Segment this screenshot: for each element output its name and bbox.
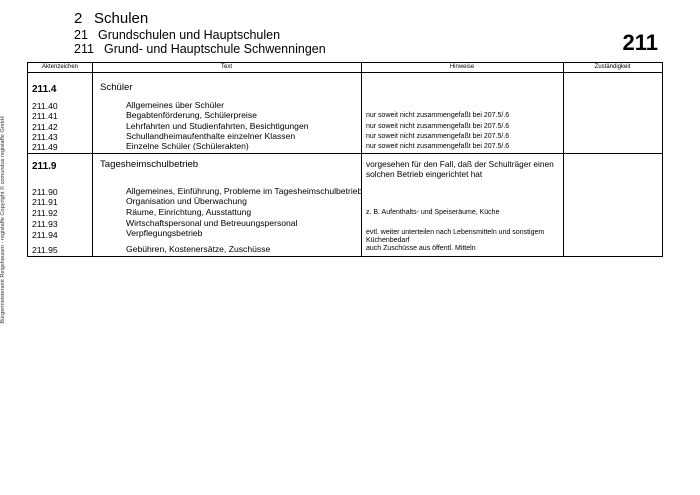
row-text: Einzelne Schüler (Schülerakten) (126, 141, 249, 151)
heading-level-3-title: Grund- und Hauptschule Schwenningen (104, 42, 326, 56)
heading-level-2 (74, 28, 280, 42)
column-header-text: Text (220, 64, 232, 70)
heading-level-3 (74, 42, 326, 56)
row-hint-continued: Küchenbedarf (366, 237, 410, 244)
row-code: 211.43 (32, 132, 58, 142)
section-hint: solchen Betrieb eingerichtet hat (366, 169, 483, 179)
row-hint: nur soweit nicht zusammengefaßt bei 207.5/.6 (366, 133, 510, 140)
page-number: 211 (622, 30, 658, 55)
heading-level-2-number: 21 (74, 28, 88, 42)
row-hint: z. B. Aufenthalts- und Speiseräume, Küche (366, 209, 500, 216)
row-hint: evtl. weiter unterteilen nach Lebensmitteln und sonstigem (366, 229, 545, 236)
section-hint: vorgesehen für den Fall, daß der Schulträger einen (366, 159, 554, 169)
row-text: Gebühren, Kostenersätze, Zuschüsse (126, 244, 271, 254)
section-title: Schüler (100, 82, 133, 93)
heading-level-1-number: 2 (74, 10, 83, 27)
row-code: 211.91 (32, 197, 58, 207)
row-code: 211.93 (32, 219, 58, 229)
copyright-note: Bürgermeisteramt Reigshausen - registaffe Copyright © comundus registaffe GmbH (0, 116, 6, 324)
row-code: 211.92 (32, 208, 58, 218)
section-code: 211.4 (32, 84, 57, 95)
section-title: Tagesheimschulbetrieb (100, 159, 199, 170)
section-divider (28, 153, 662, 154)
heading-level-1-title: Schulen (94, 10, 149, 27)
header-divider (28, 72, 662, 73)
row-text: Allgemeines über Schüler (126, 100, 224, 110)
row-hint: nur soweit nicht zusammengefaßt bei 207.5/.6 (366, 143, 510, 150)
row-code: 211.42 (32, 122, 58, 132)
row-code: 211.40 (32, 101, 58, 111)
heading-level-3-number: 211 (74, 42, 94, 56)
heading-level-2-title: Grundschulen und Hauptschulen (98, 28, 281, 42)
heading-level-1 (74, 10, 148, 27)
row-code: 211.49 (32, 142, 58, 152)
column-divider (361, 63, 362, 256)
row-text: Räume, Einrichtung, Ausstattung (126, 207, 252, 217)
column-header-aktenzeichen: Aktenzeichen (41, 64, 79, 70)
column-header-zustaendigkeit: Zuständigkeit (594, 64, 631, 70)
row-text: Schullandheimaufenthalte einzelner Klassen (126, 131, 296, 141)
row-code: 211.41 (32, 111, 58, 121)
row-text: Allgemeines, Einführung, Probleme im Tagesheimschulbetrieb (126, 186, 363, 196)
row-hint: nur soweit nicht zusammengefaßt bei 207.5/.6 (366, 112, 510, 119)
row-code: 211.94 (32, 230, 58, 240)
file-plan-table (27, 62, 663, 257)
row-hint: auch Zuschüsse aus öffentl. Mitteln (366, 245, 476, 252)
column-divider (92, 63, 93, 256)
row-text: Verpflegungsbetrieb (126, 228, 203, 238)
row-text: Organisation und Überwachung (126, 196, 247, 206)
row-text: Wirtschaftspersonal und Betreuungspersonal (126, 218, 298, 228)
section-code: 211.9 (32, 161, 57, 172)
row-code: 211.95 (32, 245, 58, 255)
copyright-sidebar (0, 90, 10, 350)
row-hint: nur soweit nicht zusammengefaßt bei 207.5/.6 (366, 123, 510, 130)
column-divider (563, 63, 564, 256)
row-text: Lehrfahrten und Studienfahrten, Besichtigungen (126, 121, 309, 131)
row-text: Begabtenförderung, Schülerpreise (126, 110, 257, 120)
column-header-hinweise: Hinweise (449, 64, 475, 70)
row-code: 211.90 (32, 187, 58, 197)
